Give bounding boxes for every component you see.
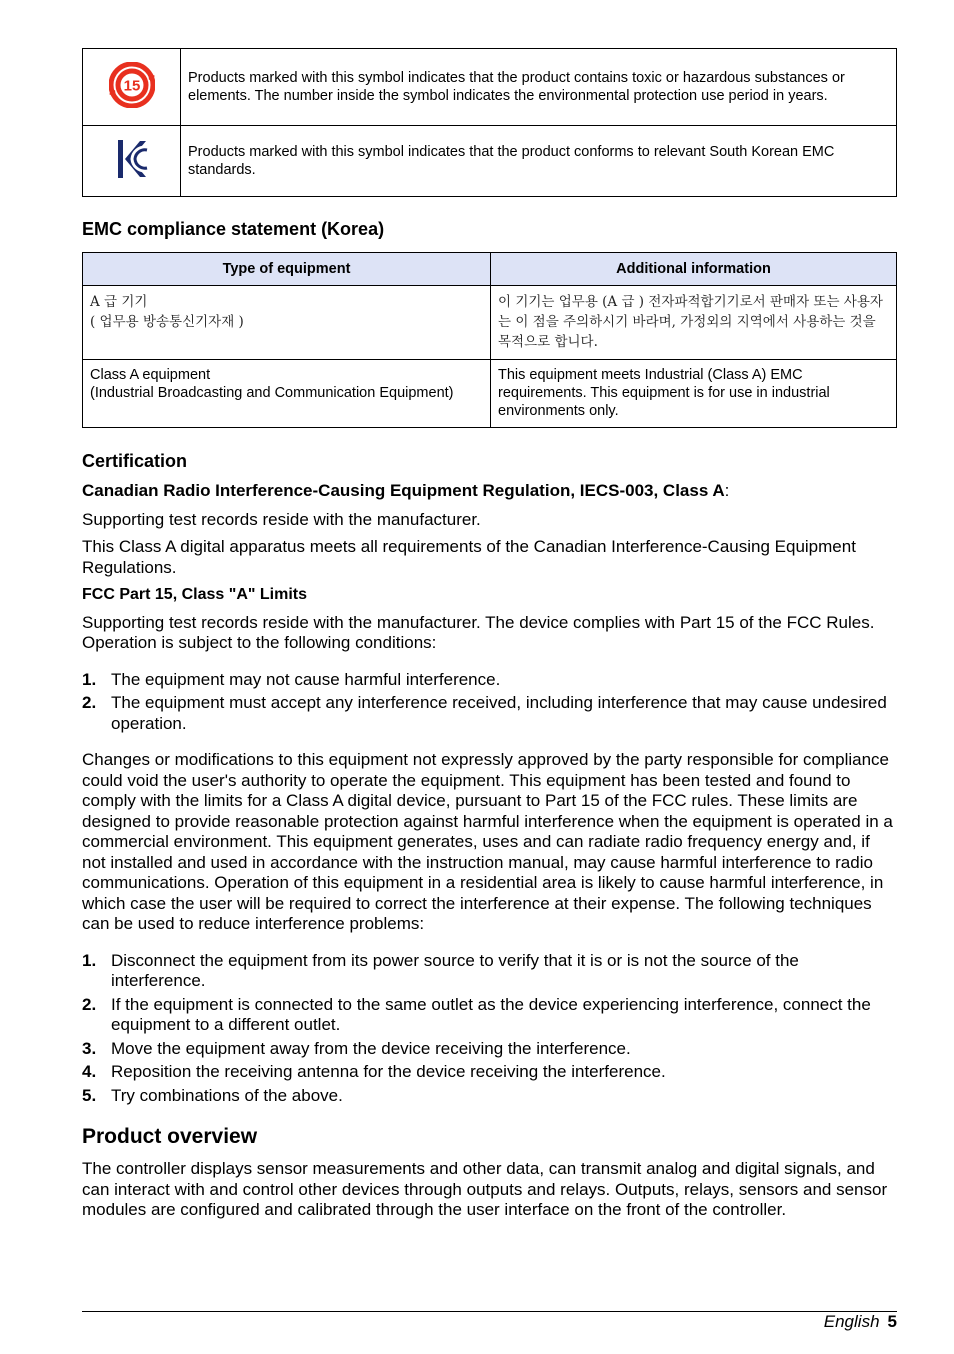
- colon: :: [724, 481, 730, 500]
- table-row: [83, 360, 897, 428]
- list-number: 4.: [82, 1062, 97, 1081]
- list-text: Try combinations of the above.: [111, 1085, 343, 1105]
- symbol-cell: [83, 49, 181, 126]
- footer-language: English: [823, 1312, 880, 1331]
- conditions-list: [82, 670, 897, 735]
- list-text: Disconnect the equipment from its power source to verify that it is or is not the source of the interference.: [111, 950, 799, 990]
- list-number: 3.: [82, 1038, 97, 1058]
- list-number: 1.: [82, 669, 97, 689]
- list-number: 2.: [82, 994, 97, 1014]
- list-text: Reposition the receiving antenna for the device receiving the interference.: [111, 1062, 666, 1081]
- paragraph: Changes or modifications to this equipment not expressly approved by the party responsible for compliance could void the user's authority to operate the equipment. This equipment has been tested and found to comply with the limits for a Class A digital device, pursuant to Part 15 of the FCC rules. These limits are designed to provide reasonable protection against harmful interference when the equipment is operated in a commercial environment. This equipment generates, uses and can radiate radio frequency energy and, if not installed and used in accordance with the instruction manual, may cause harmful interference to radio communications. Operation of this equipment in a residential area is likely to cause harmful interference, in which case the user will be required to correct the interference at their expense. The following techniques can be used to reduce interference problems:: [82, 750, 893, 933]
- table-cell: 이 기기는 업무용 (A 급 ) 전자파적합기기로서 판매자 또는 사용자는 이 점을 주의하시기 바라며, 가정외의 지역에서 사용하는 것을 목적으로 합니다.: [491, 286, 897, 360]
- paragraph: This Class A digital apparatus meets all requirements of the Canadian Interference-Causing Equipment Regulations.: [82, 537, 856, 577]
- paragraph: The controller displays sensor measurements and other data, can transmit analog and digital signals, and can interact with and control other devices through outputs and relays. Outputs, relays, sensors and sensor modules are configured and calibrated through the user interface on the front of the controller.: [82, 1159, 888, 1219]
- product-overview-heading: Product overview: [82, 1125, 258, 1148]
- footer-divider: [82, 1311, 897, 1312]
- table-cell: Class A equipment (Industrial Broadcasting and Communication Equipment): [83, 360, 491, 428]
- table-row: [83, 49, 897, 126]
- paragraph: Supporting test records reside with the manufacturer. The device complies with Part 15 of the FCC Rules. Operation is subject to the following conditions:: [82, 612, 875, 652]
- list-number: 1.: [82, 950, 97, 970]
- list-item: [82, 693, 897, 734]
- column-header: Type of equipment: [83, 253, 491, 286]
- fcc-title: FCC Part 15, Class "A" Limits: [82, 586, 308, 603]
- paragraph: Supporting test records reside with the manufacturer.: [82, 509, 481, 529]
- list-item: [82, 995, 897, 1036]
- list-item: [82, 670, 897, 691]
- list-item: [82, 1086, 897, 1107]
- list-text: The equipment may not cause harmful interference.: [111, 669, 501, 689]
- page-content: [82, 48, 897, 1221]
- table-cell: This equipment meets Industrial (Class A) EMC requirements. This equipment is for use in industrial environments only.: [491, 360, 897, 428]
- list-number: 5.: [82, 1085, 97, 1105]
- list-text: The equipment must accept any interference received, including interference that may cause undesired operation.: [111, 693, 887, 733]
- canada-regulation-title: Canadian Radio Interference-Causing Equipment Regulation, IECS-003, Class A: [82, 481, 725, 500]
- list-item: [82, 1039, 897, 1060]
- canada-regulation-line: [82, 481, 897, 502]
- symbol-cell: [83, 126, 181, 197]
- kc-mark-icon: [116, 137, 148, 181]
- china-rohs-15-icon: [109, 62, 155, 108]
- list-item: [82, 951, 897, 992]
- page-footer: [824, 1312, 897, 1332]
- list-item: [82, 1062, 897, 1083]
- symbol-description: Products marked with this symbol indicates that the product conforms to relevant South Korean EMC standards.: [181, 126, 897, 197]
- certification-heading: Certification: [82, 451, 188, 471]
- emc-heading: EMC compliance statement (Korea): [82, 219, 385, 239]
- symbols-table: [82, 48, 897, 197]
- table-header-row: [83, 253, 897, 286]
- table-row: [83, 126, 897, 197]
- page-number: 5: [887, 1312, 897, 1331]
- list-number: 2.: [82, 693, 97, 712]
- list-text: If the equipment is connected to the same outlet as the device experiencing interference, connect the equipment to a different outlet.: [111, 994, 871, 1034]
- techniques-list: [82, 951, 897, 1107]
- column-header: Additional information: [491, 253, 897, 286]
- list-text: Move the equipment away from the device receiving the interference.: [111, 1038, 631, 1058]
- emc-table: [82, 252, 897, 428]
- table-row: [83, 286, 897, 360]
- table-cell: A 급 기기 ( 업무용 방송통신기자재 ): [83, 286, 491, 360]
- symbol-number: 15: [123, 77, 140, 94]
- symbol-description: Products marked with this symbol indicates that the product contains toxic or hazardous substances or elements. The number inside the symbol indicates the environmental protection use period in years.: [181, 49, 897, 126]
